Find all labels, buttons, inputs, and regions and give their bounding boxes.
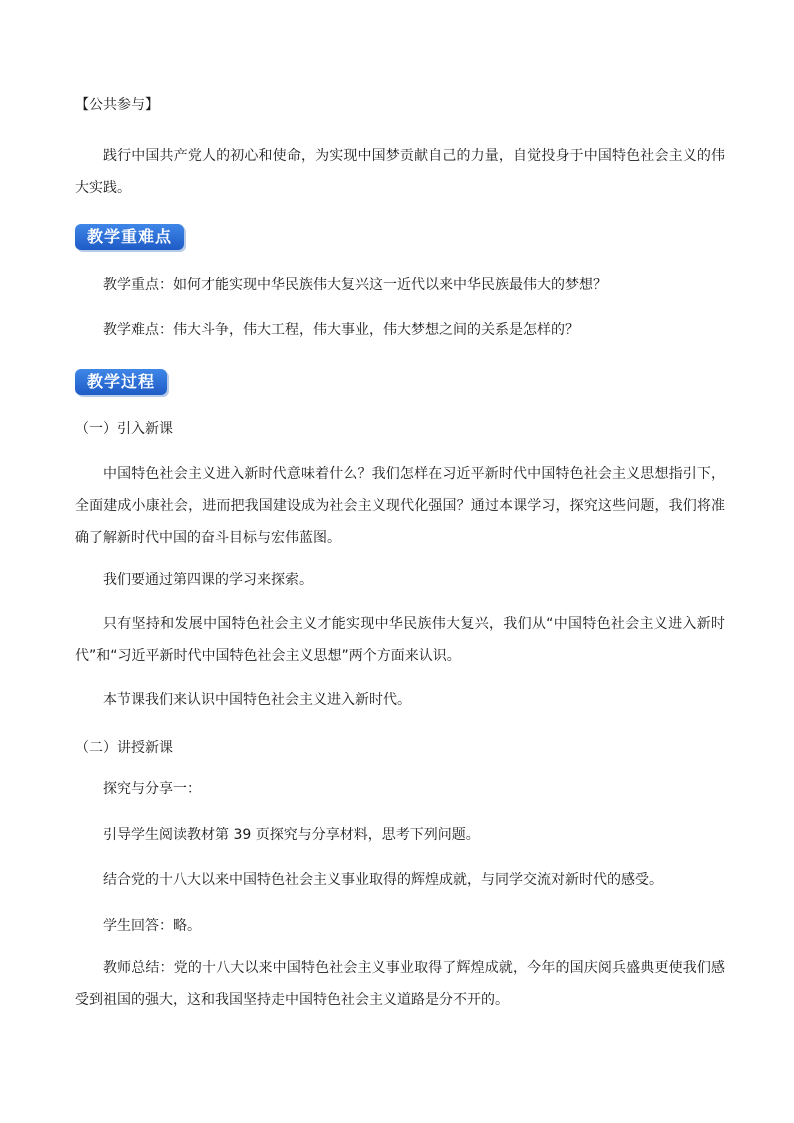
- paragraph-introduction-2: 我们要通过第四课的学习来探索。: [103, 572, 313, 588]
- badge-key-points: 教学重难点: [75, 224, 184, 250]
- paragraph-lesson-1: 探究与分享一：: [103, 781, 201, 797]
- paragraph-introduction-4: 本节课我们来认识中国特色社会主义进入新时代。: [103, 692, 411, 708]
- section-heading-public-participation: 【公共参与】: [75, 97, 159, 113]
- paragraph-lesson-2: 引导学生阅读教材第 39 页探究与分享材料，思考下列问题。: [103, 827, 480, 843]
- paragraph-lesson-5: 教师总结：党的十八大以来中国特色社会主义事业取得了辉煌成就，今年的国庆阅兵盛典更使我们感受到祖国的强大，这和我国坚持走中国特色社会主义道路是分不开的。: [75, 960, 725, 1008]
- paragraph-teaching-focus: 教学重点：如何才能实现中华民族伟大复兴这一近代以来中华民族最伟大的梦想？: [103, 277, 607, 293]
- paragraph-lesson-4: 学生回答：略。: [103, 918, 201, 934]
- section-heading-introduction: （一）引入新课: [75, 421, 173, 437]
- paragraph-teaching-difficulty: 教学难点：伟大斗争，伟大工程，伟大事业，伟大梦想之间的关系是怎样的？: [103, 322, 579, 338]
- paragraph-public-participation: 践行中国共产党人的初心和使命，为实现中国梦贡献自己的力量，自觉投身于中国特色社会主义的伟大实践。: [75, 148, 725, 196]
- paragraph-lesson-3: 结合党的十八大以来中国特色社会主义事业取得的辉煌成就，与同学交流对新时代的感受。: [103, 872, 663, 888]
- paragraph-introduction-1: 中国特色社会主义进入新时代意味着什么？我们怎样在习近平新时代中国特色社会主义思想指引下，全面建成小康社会，进而把我国建设成为社会主义现代化强国？通过本课学习，探究这些问题，我们将准确了解新时代中国的奋斗目标与宏伟蓝图。: [75, 466, 725, 546]
- section-heading-new-lesson: （二）讲授新课: [75, 740, 173, 756]
- paragraph-introduction-3: 只有坚持和发展中国特色社会主义才能实现中华民族伟大复兴，我们从“中国特色社会主义进入新时代”和“习近平新时代中国特色社会主义思想”两个方面来认识。: [75, 616, 725, 664]
- badge-teaching-process: 教学过程: [75, 369, 167, 395]
